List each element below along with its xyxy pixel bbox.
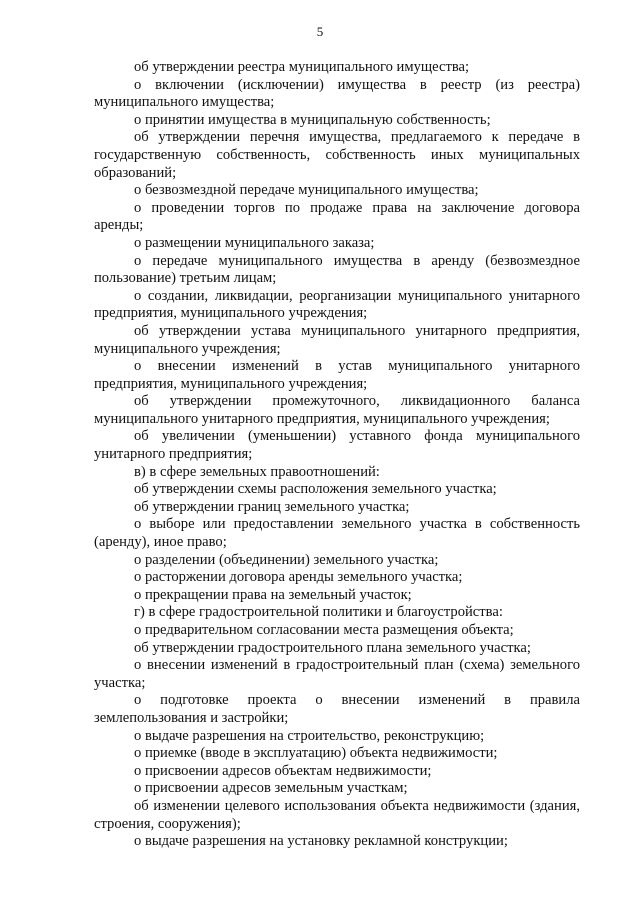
paragraph: о передаче муниципального имущества в аренду (безвозмездное пользование) третьим лицам; [94,252,580,287]
paragraph: о создании, ликвидации, реорганизации муниципального унитарного предприятия, муниципального учреждения; [94,287,580,322]
paragraph: об утверждении схемы расположения земельного участка; [134,481,497,498]
paragraph: о выдаче разрешения на установку рекламной конструкции; [134,833,508,850]
paragraph: о размещении муниципального заказа; [134,234,375,251]
paragraph: об утверждении промежуточного, ликвидационного баланса муниципального унитарного предприятия, муниципального учреждения; [94,393,580,427]
paragraph: об утверждении устава муниципального унитарного предприятия, муниципального учреждения; [94,322,580,357]
paragraph: об утверждении реестра муниципального имущества; [134,59,470,75]
paragraph: об изменении целевого использования объекта недвижимости (здания, строения, сооружения); [94,797,580,832]
paragraph: о разделении (объединении) земельного участка; [134,551,439,568]
page-number: 5 [316,24,324,39]
paragraph: о расторжении договора аренды земельного участка; [134,569,463,586]
paragraph: о выдаче разрешения на строительство, реконструкцию; [134,727,485,744]
paragraph: об утверждении градостроительного плана земельного участка; [134,639,531,656]
paragraph: о выборе или предоставлении земельного участка в собственность (аренду), иное право; [94,516,580,551]
paragraph: о проведении торгов по продаже права на заключение договора аренды; [94,199,580,234]
document-body [94,59,580,851]
paragraph: о присвоении адресов земельным участкам; [134,780,408,797]
section-heading: г) в сфере градостроительной политики и благоустройства: [134,604,503,621]
paragraph: о внесении изменений в градостроительный план (схема) земельного участка; [94,657,580,691]
section-heading: в) в сфере земельных правоотношений: [134,463,380,480]
paragraph: о внесении изменений в устав муниципального унитарного предприятия, муниципального учреждения; [94,358,580,392]
paragraph: об утверждении перечня имущества, предлагаемого к передаче в государственную собственность, собственность иных муниципальных образований; [94,129,580,181]
paragraph: об увеличении (уменьшении) уставного фонда муниципального унитарного предприятия; [94,428,580,463]
paragraph: о подготовке проекта о внесении изменений в правила землепользования и застройки; [94,692,580,726]
paragraph: о присвоении адресов объектам недвижимости; [134,762,432,779]
paragraph: о приемке (вводе в эксплуатацию) объекта недвижимости; [134,745,498,762]
paragraph: о принятии имущества в муниципальную собственность; [134,111,491,128]
paragraph: о безвозмездной передаче муниципального имущества; [134,182,479,199]
paragraph: об утверждении границ земельного участка; [134,498,410,515]
paragraph: о предварительном согласовании места размещения объекта; [134,622,514,638]
paragraph: о прекращении права на земельный участок; [134,586,412,603]
paragraph: о включении (исключении) имущества в реестр (из реестра) муниципального имущества; [94,76,580,111]
